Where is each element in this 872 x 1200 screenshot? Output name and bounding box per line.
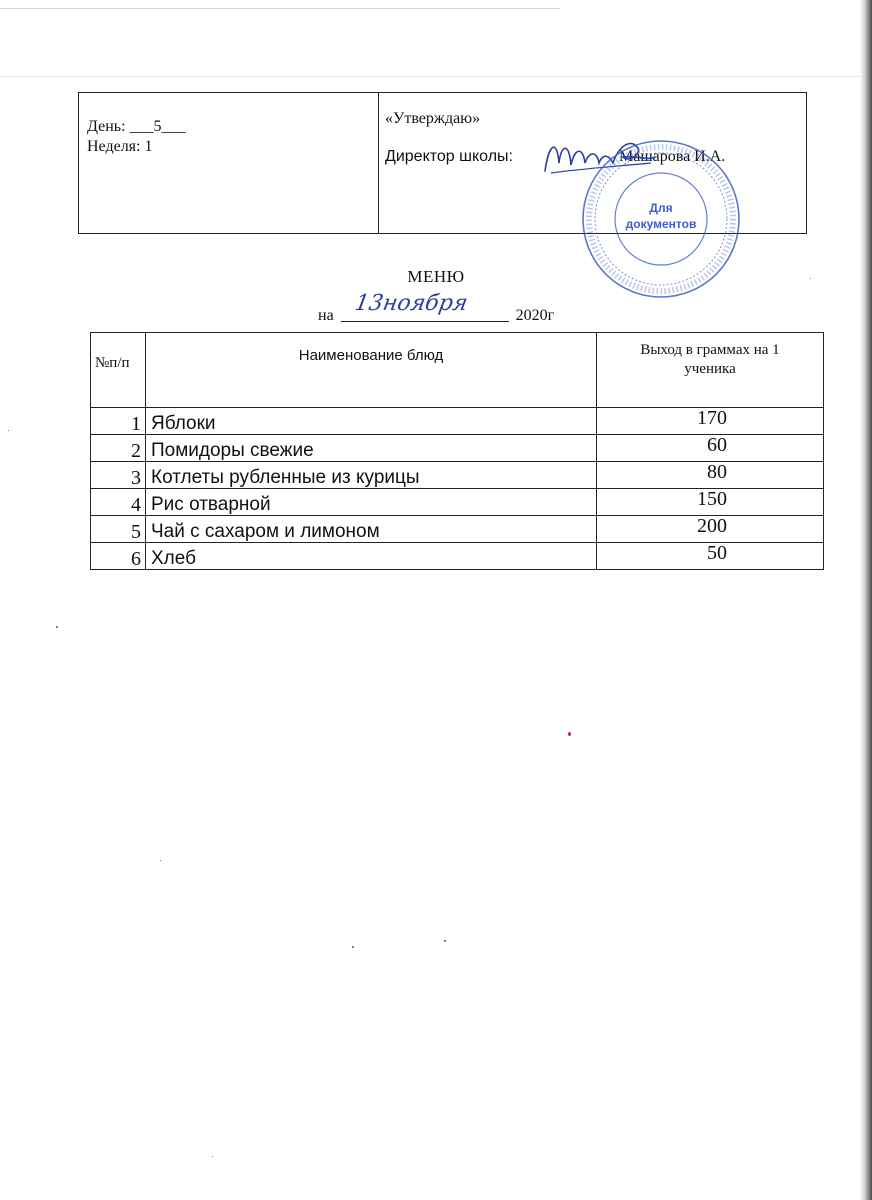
stamp-text-line2: документов [625,217,697,231]
scan-speck [568,732,571,736]
day-week-cell [79,93,379,233]
table-row [91,516,824,543]
table-row [91,408,824,435]
header-output-line2: ученика [684,361,736,377]
row-dish: Помидоры свежие [146,435,597,462]
row-num: 5 [91,516,146,543]
header-output [597,333,824,408]
table-row [91,543,824,570]
row-dish: Яблоки [146,408,597,435]
row-num: 1 [91,408,146,435]
row-output: 170 [597,408,824,435]
scan-artifact-line [0,76,860,77]
date-handwritten: 13ноября [352,291,470,316]
table-row [91,435,824,462]
row-output: 50 [597,543,824,570]
row-dish: Чай с сахаром и лимоном [146,516,597,543]
row-dish: Котлеты рубленные из курицы [146,462,597,489]
scan-speck [8,430,9,431]
director-name: Машарова И.А. [618,148,726,165]
header-num: №п/п [91,333,146,408]
row-output: 200 [597,516,824,543]
menu-date-line [318,291,555,325]
table-header-row [91,333,824,408]
header-output-line1: Выход в граммах на 1 [640,342,780,358]
row-dish: Рис отварной [146,489,597,516]
date-suffix: 2020г [515,307,555,324]
scan-speck [160,860,161,861]
table-row [91,462,824,489]
page-title: МЕНЮ [407,267,465,286]
date-prefix: на [318,307,334,324]
week-label: Неделя: 1 [87,138,153,155]
row-num: 6 [91,543,146,570]
day-label: День: ___5___ [87,118,186,135]
row-output: 150 [597,489,824,516]
director-label: Директор школы: [385,148,513,165]
row-output: 60 [597,435,824,462]
row-num: 3 [91,462,146,489]
scan-artifact-line [0,8,560,9]
row-num: 2 [91,435,146,462]
date-blank [341,291,509,322]
scan-edge-shadow [860,0,872,1200]
scan-speck [352,946,354,948]
menu-table [90,332,824,570]
stamp-text-line1: Для [649,201,673,215]
approve-label: «Утверждаю» [385,110,481,127]
row-output: 80 [597,462,824,489]
row-num: 4 [91,489,146,516]
scan-speck [444,940,446,942]
scan-speck [212,1156,213,1157]
scan-speck [56,626,58,628]
table-row [91,489,824,516]
header-name: Наименование блюд [146,333,597,408]
row-dish: Хлеб [146,543,597,570]
